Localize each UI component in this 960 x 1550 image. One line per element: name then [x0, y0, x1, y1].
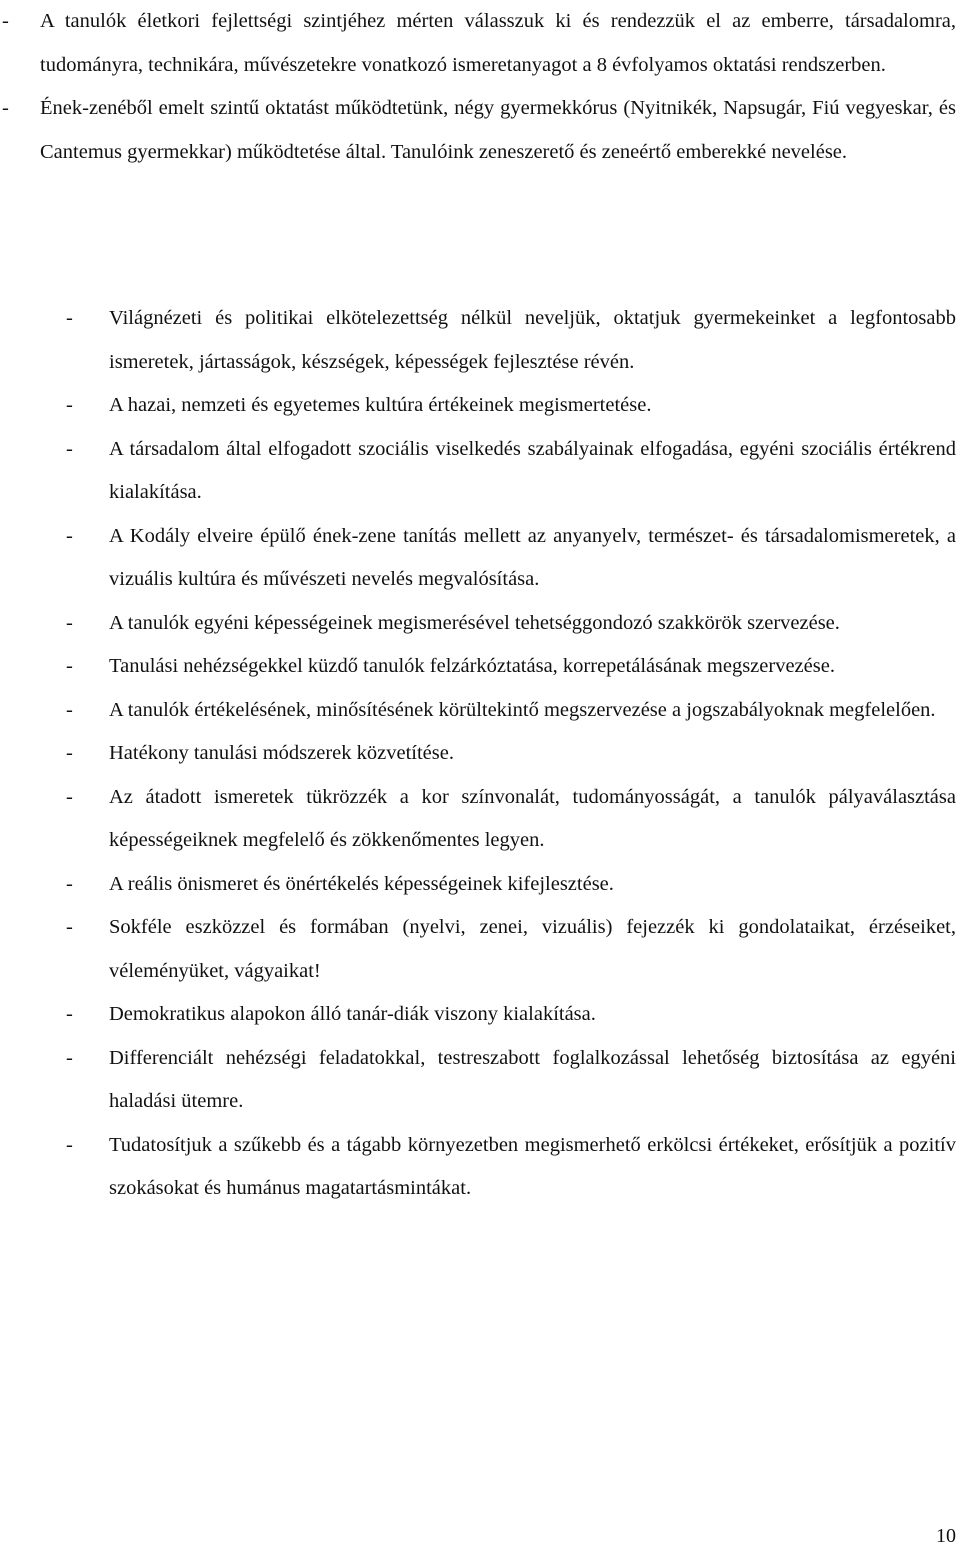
list-item-text: A tanulók egyéni képességeinek megismerésével tehetséggondozó szakkörök szervezése. [109, 611, 840, 634]
list-item-text: A reális önismeret és önértékelés képességeinek kifejlesztése. [109, 872, 614, 895]
list-item [0, 0, 956, 87]
bullet-dash: - [66, 785, 73, 808]
list-item [66, 515, 956, 602]
list-item-text: Ének-zenéből emelt szintű oktatást működtetünk, négy gyermekkórus (Nyitnikék, Napsugár, Fiú vegyeskar, és Cantemus gyermekkar) működtetése által. Tanulóink zeneszerető és zeneértő emberekké nevelése. [40, 97, 956, 163]
list-item-text: A tanulók értékelésének, minősítésének körültekintő megszervezése a jogszabályoknak megfelelően. [109, 698, 936, 721]
list-item-text: Világnézeti és politikai elkötelezettség nélkül neveljük, oktatjuk gyermekeinket a legfontosabb ismeretek, jártasságok, készségek, képességek fejlesztése révén. [109, 307, 956, 373]
list-item-text: Az átadott ismeretek tükrözzék a kor színvonalát, tudományosságát, a tanulók pályaválasztása képességeiknek megfelelő és zökkenőmentes legyen. [109, 785, 956, 851]
list-item [66, 993, 956, 1037]
bullet-dash: - [66, 1133, 73, 1156]
bullet-dash: - [66, 872, 73, 895]
bullet-dash: - [66, 655, 73, 677]
list-item [66, 1037, 956, 1124]
list-item [66, 906, 956, 993]
list-item-text: A tanulók életkori fejlettségi szintjéhez mérten válasszuk ki és rendezzük el az emberre, társadalomra, tudományra, technikára, művészetekre vonatkozó ismeretanyagot a 8 évfolyamos oktatási rendszerben. [40, 10, 956, 76]
bullet-dash: - [66, 1003, 73, 1025]
bullet-dash: - [2, 10, 9, 32]
list-item [66, 732, 956, 776]
list-item [66, 384, 956, 428]
bullet-dash: - [2, 97, 9, 119]
bullet-dash: - [66, 524, 73, 547]
bullet-dash: - [66, 307, 73, 329]
page-number: 10 [936, 1525, 956, 1547]
list-item-text: Hatékony tanulási módszerek közvetítése. [109, 742, 454, 764]
bullet-dash: - [66, 611, 73, 634]
list-item-text: A társadalom által elfogadott szociális viselkedés szabályainak elfogadása, egyéni szociális értékrend kialakítása. [109, 437, 956, 503]
bullet-dash: - [66, 916, 73, 938]
intro-list [0, 0, 956, 174]
list-item [66, 689, 956, 733]
list-item [66, 645, 956, 689]
bullet-dash: - [66, 1046, 73, 1069]
list-item [0, 87, 956, 174]
list-item-text: Sokféle eszközzel és formában (nyelvi, zenei, vizuális) fejezzék ki gondolataikat, érzéseiket, véleményüket, vágyaikat! [109, 916, 956, 982]
list-item-text: A hazai, nemzeti és egyetemes kultúra értékeinek megismertetése. [109, 394, 652, 416]
bullet-dash: - [66, 742, 73, 764]
list-item-text: Demokratikus alapokon álló tanár-diák viszony kialakítása. [109, 1003, 596, 1025]
list-item-text: Differenciált nehézségi feladatokkal, testreszabott foglalkozással lehetőség biztosítása az egyéni haladási ütemre. [109, 1046, 956, 1112]
goals-list [66, 297, 956, 1211]
list-item [66, 428, 956, 515]
list-item-text: A Kodály elveire épülő ének-zene tanítás mellett az anyanyelv, természet- és társadalomismeretek, a vizuális kultúra és művészeti nevelés megvalósítása. [109, 524, 956, 590]
list-item [66, 602, 956, 646]
list-item [66, 776, 956, 863]
list-item-text: Tudatosítjuk a szűkebb és a tágabb környezetben megismerhető erkölcsi értékeket, erősítjük a pozitív szokásokat és humánus magatartásmintákat. [109, 1133, 956, 1199]
bullet-dash: - [66, 394, 73, 416]
list-item [66, 297, 956, 384]
list-item [66, 1124, 956, 1211]
bullet-dash: - [66, 698, 73, 721]
list-item-text: Tanulási nehézségekkel küzdő tanulók felzárkóztatása, korrepetálásának megszervezése. [109, 655, 835, 677]
bullet-dash: - [66, 437, 73, 460]
list-item [66, 863, 956, 907]
